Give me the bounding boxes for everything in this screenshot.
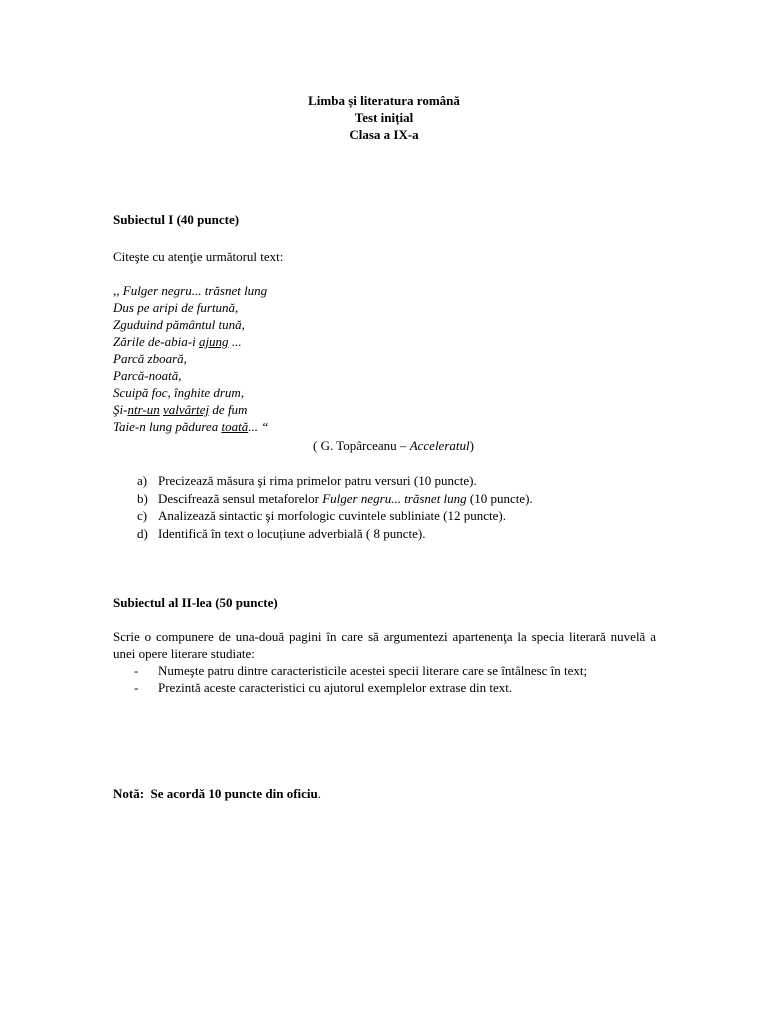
subject2-title: Subiectul al II-lea (50 puncte) [113,595,278,610]
underlined-word: valvârtej [162,402,210,417]
poem-line: Taie-n lung pădurea toată... “ [113,419,269,434]
work-title: Acceleratul [409,438,470,453]
underlined-word: toată [221,419,249,434]
subject1-title: Subiectul I (40 puncte) [113,212,240,227]
poem-line: Zguduind pământul tună, [113,317,245,332]
poem-line: Şi-ntr-un valvârtej de fum [113,402,248,417]
question-list [113,472,656,542]
poem [113,282,656,435]
question-item: a) Precizează măsura şi rima primelor patru versuri (10 puncte). [137,473,477,488]
bullet-item: - Numeşte patru dintre caracteristicile acestei specii literare care se întâlnesc în text; [134,663,588,678]
poem-line: Parcă zboară, [113,351,187,366]
bullet-item: - Prezintă aceste caracteristici cu ajutorul exemplelor extrase din text. [134,680,513,695]
underlined-word: ajung [198,334,229,349]
question-item: d) Identifică în text o locuțiune adverbială ( 8 puncte). [137,525,426,541]
subject1-instruction: Citeşte cu atenţie următorul text: [113,249,284,264]
subject2-paragraph: Scrie o compunere de una-două pagini în care să argumentezi apartenenţa la specia literară nuvelă a unei opere literare studiate: [113,629,656,661]
poem-line: Zările de-abia-i ajung ... [113,334,242,349]
class-level: Clasa a IX-a [349,127,419,142]
poem-line: Parcă-noată, [113,368,182,383]
poem-line: Dus pe aripi de furtună, [113,300,239,315]
note-text: Se acordă 10 puncte din oficiu [150,786,318,801]
note: Notă: Se acordă 10 puncte din oficiu. [113,786,322,801]
poem-line: Scuipă foc, înghite drum, [113,385,245,400]
test-type: Test inițial [354,110,414,125]
document-header [0,92,768,143]
subject-title: Limba și literatura română [308,93,460,108]
note-label: Notă: [113,786,145,801]
poem-line: ,, Fulger negru... trăsnet lung [113,283,268,298]
question-item: b) Descifrează sensul metaforelor Fulger negru... trăsnet lung (10 puncte). [137,490,533,506]
poem-attribution: ( G. Topârceanu – Acceleratul) [313,438,474,453]
underlined-word: ntr-un [127,402,160,417]
bullet-list [113,662,656,696]
question-item: c) Analizează sintactic şi morfologic cuvintele subliniate (12 puncte). [137,508,506,523]
